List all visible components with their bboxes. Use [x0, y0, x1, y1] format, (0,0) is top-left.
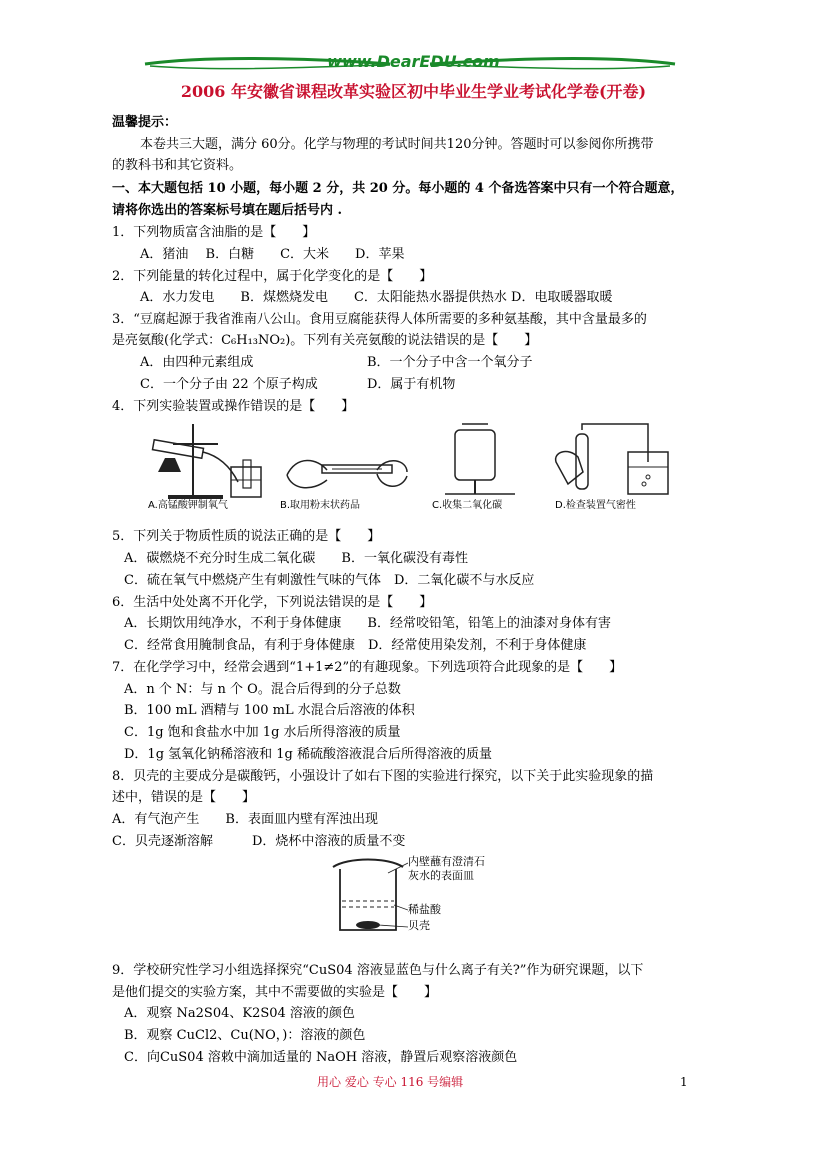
q4-caption-d: D.检查装置气密性 — [555, 500, 636, 511]
page-number: 1 — [680, 1075, 688, 1089]
q8-stem-2: 述中，错误的是【 】 — [112, 790, 256, 805]
notice-heading: 温馨提示： — [112, 115, 178, 130]
q8-options-cd: C．贝壳逐渐溶解 D．烧杯中溶液的质量不变 — [112, 834, 406, 849]
notice-line-1: 本卷共三大题，满分 60分。化学与物理的考试时间共120分钟。答题时可以参阅你所携带 — [140, 137, 654, 152]
section-1-instruction-2: 请将你选出的答案标号填在题后括号内 . — [112, 203, 343, 218]
q3-option-c: C．一个分子由 22 个原子构成 — [140, 377, 318, 392]
q9-option-b: B．观察 CuCl2、Cu(NO，)：溶液的颜色 — [124, 1028, 366, 1043]
q3-option-d: D．属于有机物 — [367, 377, 456, 392]
q5-options-ab: A．碳燃烧不充分时生成二氧化碳 B．一氧化碳没有毒性 — [124, 551, 468, 566]
q9-option-a: A．观察 Na2S04、K2S04 溶液的颜色 — [124, 1006, 355, 1021]
q3-option-a: A．由四种元素组成 — [140, 355, 254, 370]
q8-options-ab: A．有气泡产生 B．表面皿内壁有浑浊出现 — [112, 812, 378, 827]
q5-options-cd: C．硫在氧气中燃烧产生有刺激性气味的气体 D．二氧化碳不与水反应 — [124, 573, 535, 588]
q8-label-watch-glass-2: 灰水的表面皿 — [408, 869, 474, 882]
q8-figure-beaker — [328, 855, 408, 935]
q2-stem: 2．下列能量的转化过程中，属于化学变化的是【 】 — [112, 269, 433, 284]
q6-options-cd: C．经常食用腌制食品，有利于身体健康 D．经常使用染发剂，不利于身体健康 — [124, 638, 587, 653]
q4-caption-b: B.取用粉末状药品 — [280, 500, 361, 511]
exam-title: 2006 年安徽省课程改革实验区初中毕业生学业考试化学卷(开卷) — [180, 82, 647, 101]
footer-editor-note: 用心 爱心 专心 116 号编辑 — [317, 1075, 464, 1089]
q9-stem-2: 是他们提交的实验方案，其中不需要做的实验是【 】 — [112, 985, 438, 1000]
q8-label-shell: 贝壳 — [408, 919, 430, 932]
q4-figure-b-apparatus — [282, 440, 412, 500]
q5-stem: 5．下列关于物质性质的说法正确的是【 】 — [112, 529, 381, 544]
q3-stem-1: 3．“豆腐起源于我省淮南八公山。食用豆腐能获得人体所需要的多种氨基酸，其中含量最多的 — [112, 312, 647, 327]
q7-option-c: C．1g 饱和食盐水中加 1g 水后所得溶液的质量 — [124, 725, 401, 740]
q7-option-b: B．100 mL 酒精与 100 mL 水混合后溶液的体积 — [124, 703, 415, 718]
q9-stem-1: 9．学校研究性学习小组选择探究“CuS04 溶液显蓝色与什么离子有关?”作为研究课题，以下 — [112, 963, 644, 978]
q3-stem-2: 是亮氨酸(化学式：C₆H₁₃NO₂)。下列有关亮氨酸的说法错误的是【 】 — [112, 333, 538, 348]
q3-option-b: B．一个分子中含一个氧分子 — [367, 355, 533, 370]
q7-stem: 7．在化学学习中，经常会遇到“1+1≠2”的有趣现象。下列选项符合此现象的是【 】 — [112, 660, 623, 675]
q4-caption-c: C.收集二氧化碳 — [432, 500, 503, 511]
site-url[interactable]: www.DearEDU.com — [327, 52, 500, 71]
q9-option-c: C．向CuS04 溶敕中滴加适量的 NaOH 溶液，静置后观察溶液颜色 — [124, 1050, 518, 1065]
q7-option-d: D．1g 氢氧化钠稀溶液和 1g 稀硫酸溶液混合后所得溶液的质量 — [124, 747, 493, 762]
q4-figure-c-apparatus — [440, 422, 520, 502]
notice-line-2: 的教科书和其它资料。 — [112, 158, 243, 173]
q1-options: A．猪油 B．白糖 C．大米 D．苹果 — [140, 247, 405, 262]
q6-stem: 6．生活中处处离不开化学，下列说法错误的是【 】 — [112, 595, 433, 610]
q4-figure-d-apparatus — [548, 422, 678, 502]
q7-option-a: A．n 个 N：与 n 个 O。混合后得到的分子总数 — [124, 682, 401, 697]
q4-caption-a: A.高锰酸钾制氧气 — [148, 500, 228, 511]
q4-figure-a-apparatus — [143, 422, 268, 502]
q8-stem-1: 8．贝壳的主要成分是碳酸钙，小强设计了如右下图的实验进行探究，以下关于此实验现象的描 — [112, 769, 654, 784]
section-1-instruction-1: 一、本大题包括 10 小题，每小题 2 分，共 20 分。每小题的 4 个备选答案中只有一个符合题意， — [112, 181, 684, 196]
q1-stem: 1．下列物质富含油脂的是【 】 — [112, 225, 316, 240]
q8-label-hcl: 稀盐酸 — [408, 903, 441, 916]
q8-label-watch-glass-1: 内壁蘸有澄清石 — [408, 855, 485, 868]
q2-options: A．水力发电 B．煤燃烧发电 C．太阳能热水器提供热水 D．电取暖器取暖 — [140, 290, 613, 305]
q4-stem: 4．下列实验装置或操作错误的是【 】 — [112, 399, 355, 414]
q6-options-ab: A．长期饮用纯净水，不利于身体健康 B．经常咬铅笔，铅笔上的油漆对身体有害 — [124, 616, 611, 631]
